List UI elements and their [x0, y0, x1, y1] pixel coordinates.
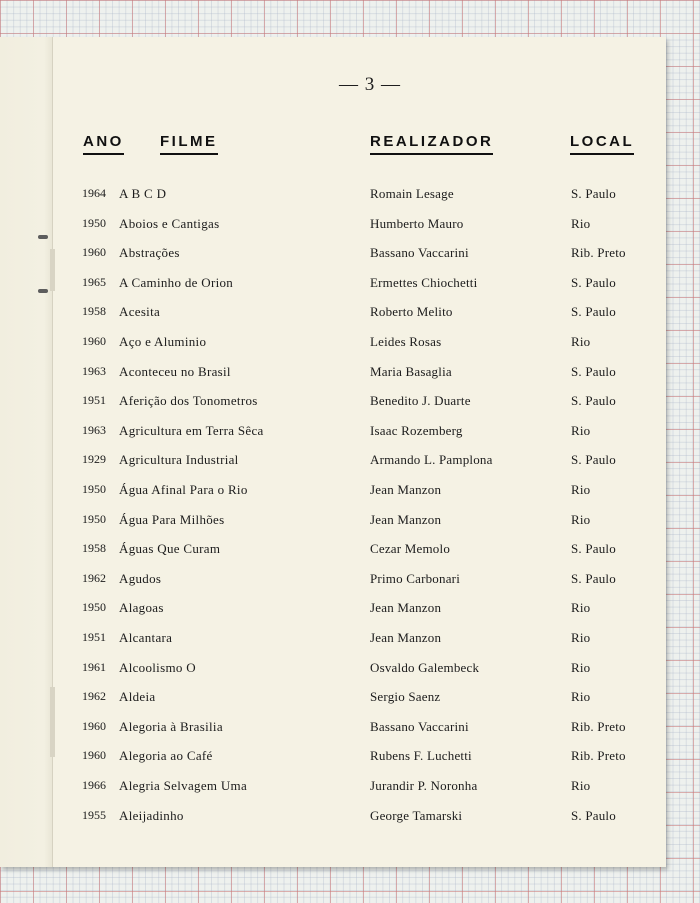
film-title-cell: Águas Que Curam — [119, 541, 221, 556]
table-row — [0, 808, 700, 830]
film-title-cell: Agudos — [119, 571, 162, 586]
location-cell: Rio — [571, 512, 591, 527]
table-row — [0, 364, 700, 386]
column-header-realizador: REALIZADOR — [370, 133, 493, 155]
year-cell: 1950 — [82, 482, 106, 496]
year-cell: 1962 — [82, 689, 106, 703]
director-cell: Isaac Rozemberg — [370, 423, 463, 438]
film-title-cell: Agricultura Industrial — [119, 452, 239, 467]
column-header-local: LOCAL — [570, 133, 634, 155]
column-header-filme: FILME — [160, 133, 218, 155]
film-title-cell: Alegoria à Brasilia — [119, 719, 223, 734]
director-cell: Leides Rosas — [370, 334, 442, 349]
film-title-cell: A Caminho de Orion — [119, 275, 234, 290]
location-cell: Rio — [571, 423, 591, 438]
director-cell: Bassano Vaccarini — [370, 245, 469, 260]
director-cell: Jean Manzon — [370, 600, 442, 615]
year-cell: 1964 — [82, 186, 106, 200]
location-cell: Rio — [571, 689, 591, 704]
film-title-cell: Alegria Selvagem Uma — [119, 778, 248, 793]
table-row — [0, 689, 700, 711]
table-row — [0, 600, 700, 622]
year-cell: 1960 — [82, 719, 106, 733]
year-cell: 1958 — [82, 541, 106, 555]
location-cell: S. Paulo — [571, 304, 616, 319]
film-title-cell: Alegoria ao Café — [119, 748, 213, 763]
location-cell: S. Paulo — [571, 541, 616, 556]
location-cell: Rio — [571, 482, 591, 497]
film-title-cell: Acesita — [119, 304, 161, 319]
location-cell: S. Paulo — [571, 393, 616, 408]
year-cell: 1963 — [82, 364, 106, 378]
film-title-cell: Água Afinal Para o Rio — [119, 482, 248, 497]
year-cell: 1955 — [82, 808, 106, 822]
table-row — [0, 719, 700, 741]
film-title-cell: Aço e Aluminio — [119, 334, 207, 349]
page-number: — 3 — — [339, 74, 401, 95]
location-cell: S. Paulo — [571, 275, 616, 290]
director-cell: George Tamarski — [370, 808, 463, 823]
location-cell: S. Paulo — [571, 452, 616, 467]
table-row — [0, 334, 700, 356]
film-title-cell: Abstrações — [119, 245, 180, 260]
year-cell: 1951 — [82, 630, 106, 644]
year-cell: 1965 — [82, 275, 106, 289]
director-cell: Cezar Memolo — [370, 541, 451, 556]
table-row — [0, 482, 700, 504]
location-cell: Rib. Preto — [571, 748, 626, 763]
director-cell: Romain Lesage — [370, 186, 454, 201]
table-row — [0, 512, 700, 534]
film-title-cell: Agricultura em Terra Sêca — [119, 423, 264, 438]
director-cell: Jean Manzon — [370, 512, 442, 527]
director-cell: Armando L. Pamplona — [370, 452, 493, 467]
table-row — [0, 275, 700, 297]
director-cell: Maria Basaglia — [370, 364, 452, 379]
year-cell: 1951 — [82, 393, 106, 407]
year-cell: 1929 — [82, 452, 106, 466]
year-cell: 1960 — [82, 748, 106, 762]
year-cell: 1963 — [82, 423, 106, 437]
film-title-cell: Aleijadinho — [119, 808, 184, 823]
table-row — [0, 748, 700, 770]
table-row — [0, 630, 700, 652]
table-row — [0, 304, 700, 326]
year-cell: 1960 — [82, 245, 106, 259]
table-row — [0, 216, 700, 238]
director-cell: Primo Carbonari — [370, 571, 461, 586]
year-cell: 1960 — [82, 334, 106, 348]
table-row — [0, 541, 700, 563]
table-row — [0, 393, 700, 415]
location-cell: S. Paulo — [571, 364, 616, 379]
table-row — [0, 186, 700, 208]
director-cell: Osvaldo Galembeck — [370, 660, 480, 675]
column-header-ano: ANO — [83, 133, 124, 155]
year-cell: 1962 — [82, 571, 106, 585]
location-cell: Rio — [571, 600, 591, 615]
film-title-cell: Aboios e Cantigas — [119, 216, 220, 231]
table-row — [0, 778, 700, 800]
location-cell: S. Paulo — [571, 808, 616, 823]
table-row — [0, 423, 700, 445]
location-cell: S. Paulo — [571, 571, 616, 586]
film-title-cell: Aferição dos Tonometros — [119, 393, 258, 408]
director-cell: Sergio Saenz — [370, 689, 441, 704]
director-cell: Roberto Melito — [370, 304, 453, 319]
director-cell: Jean Manzon — [370, 482, 442, 497]
location-cell: Rio — [571, 334, 591, 349]
location-cell: Rio — [571, 630, 591, 645]
year-cell: 1961 — [82, 660, 106, 674]
location-cell: Rib. Preto — [571, 719, 626, 734]
film-title-cell: A B C D — [119, 186, 167, 201]
location-cell: Rio — [571, 216, 591, 231]
location-cell: Rio — [571, 660, 591, 675]
film-title-cell: Água Para Milhões — [119, 512, 225, 527]
location-cell: S. Paulo — [571, 186, 616, 201]
film-title-cell: Alcantara — [119, 630, 173, 645]
year-cell: 1958 — [82, 304, 106, 318]
film-title-cell: Alcoolismo O — [119, 660, 196, 675]
year-cell: 1950 — [82, 600, 106, 614]
film-title-cell: Aconteceu no Brasil — [119, 364, 231, 379]
year-cell: 1950 — [82, 512, 106, 526]
table-row — [0, 452, 700, 474]
table-row — [0, 571, 700, 593]
director-cell: Ermettes Chiochetti — [370, 275, 478, 290]
film-title-cell: Alagoas — [119, 600, 164, 615]
director-cell: Jean Manzon — [370, 630, 442, 645]
director-cell: Jurandir P. Noronha — [370, 778, 478, 793]
director-cell: Bassano Vaccarini — [370, 719, 469, 734]
location-cell: Rio — [571, 778, 591, 793]
table-row — [0, 245, 700, 267]
director-cell: Rubens F. Luchetti — [370, 748, 472, 763]
table-row — [0, 660, 700, 682]
film-title-cell: Aldeia — [119, 689, 156, 704]
year-cell: 1950 — [82, 216, 106, 230]
location-cell: Rib. Preto — [571, 245, 626, 260]
director-cell: Benedito J. Duarte — [370, 393, 471, 408]
year-cell: 1966 — [82, 778, 106, 792]
director-cell: Humberto Mauro — [370, 216, 464, 231]
